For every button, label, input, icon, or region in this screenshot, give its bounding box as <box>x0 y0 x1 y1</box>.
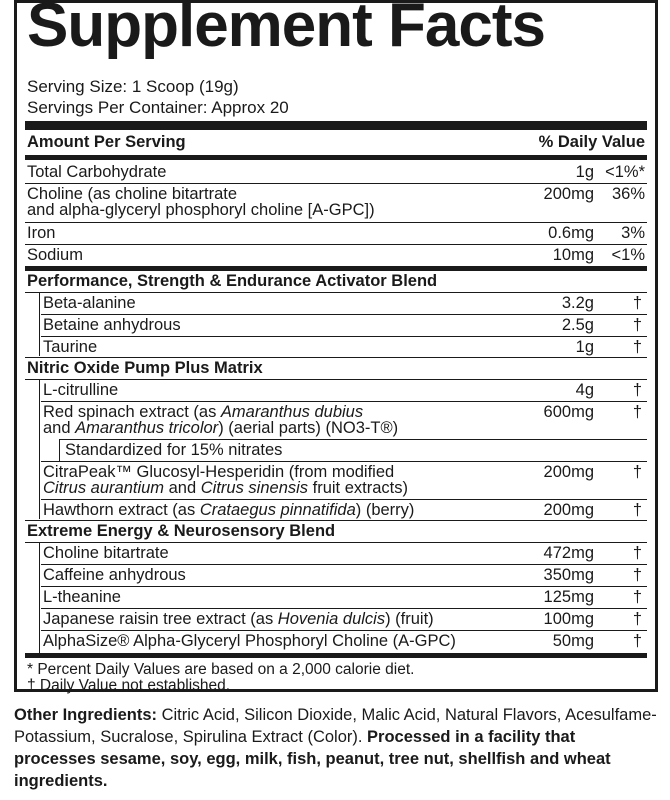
other-ingredients-text: Citric Acid, Silicon Dioxide, Malic Acid, Natural Flavors, Acesulfame-Potassium, Sucralose, Spirulina Extract (Color). <box>14 706 657 746</box>
row-divider <box>25 222 647 223</box>
nutrient-amount: 10mg <box>552 246 594 264</box>
row-divider <box>25 292 647 293</box>
ingredient-amount: 3.2g <box>561 294 594 312</box>
ingredient-amount: 200mg <box>543 463 594 481</box>
ingredient-amount: 350mg <box>543 566 594 584</box>
ingredient-amount: 600mg <box>543 403 594 421</box>
ingredient-dv: † <box>632 463 642 481</box>
row-divider <box>41 564 647 565</box>
amount-per-serving-header: Amount Per Serving <box>27 133 186 151</box>
ingredient-amount: 472mg <box>543 544 594 562</box>
row-divider <box>25 244 647 245</box>
row-divider <box>41 586 647 587</box>
row-divider <box>41 608 647 609</box>
row-divider <box>25 520 647 521</box>
nutrient-amount: 1g <box>575 163 594 181</box>
medium-rule <box>25 653 647 658</box>
ingredient-name: AlphaSize® Alpha-Glyceryl Phosphoryl Choline (A-GPC) <box>43 632 456 650</box>
row-divider <box>25 357 647 358</box>
nutrient-name: Total Carbohydrate <box>27 163 167 181</box>
footnote-dagger: † Daily Value not established. <box>27 677 231 694</box>
supplement-facts-panel <box>14 0 658 692</box>
ingredient-dv: † <box>632 588 642 606</box>
ingredient-name-red-spinach-cont: and Amaranthus tricolor) (aerial parts) (NO3-T®) <box>43 419 399 437</box>
panel-title: Supplement Facts <box>27 0 545 60</box>
ingredient-amount: 2.5g <box>561 316 594 334</box>
daily-value-header: % Daily Value <box>538 133 645 151</box>
nutrient-name-cont: and alpha-glyceryl phosphoryl choline [A-GPC]) <box>27 201 375 219</box>
medium-rule <box>25 266 647 271</box>
thick-rule <box>25 121 647 130</box>
row-divider <box>25 183 647 184</box>
row-divider <box>41 461 647 462</box>
servings-per-container: Servings Per Container: Approx 20 <box>27 98 289 117</box>
ingredient-name-raisin: Japanese raisin tree extract (as Hovenia dulcis) (fruit) <box>43 610 434 628</box>
row-divider <box>41 630 647 631</box>
indent-line <box>39 379 40 519</box>
ingredient-name: Beta-alanine <box>43 294 136 312</box>
row-divider <box>25 379 647 380</box>
nutrient-amount: 0.6mg <box>548 224 594 242</box>
row-divider <box>41 401 647 402</box>
indent-line <box>39 292 40 356</box>
ingredient-name: L-citrulline <box>43 381 119 399</box>
indent-line <box>39 542 40 653</box>
ingredient-dv: † <box>632 566 642 584</box>
ingredient-name: Taurine <box>43 338 98 356</box>
nutrient-name: Choline (as choline bitartrate <box>27 185 238 203</box>
ingredient-name-hawthorn: Hawthorn extract (as Crataegus pinnatifida) (berry) <box>43 501 415 519</box>
row-divider <box>41 336 647 337</box>
medium-rule <box>25 155 647 160</box>
ingredient-name: Choline bitartrate <box>43 544 169 562</box>
other-ingredients-label: Other Ingredients: <box>14 706 158 724</box>
ingredient-dv: † <box>632 632 642 650</box>
ingredient-amount: 125mg <box>543 588 594 606</box>
ingredient-name: L-theanine <box>43 588 121 606</box>
nutrient-dv: 36% <box>611 185 645 203</box>
nutrient-name: Sodium <box>27 246 83 264</box>
nutrient-dv: <1% <box>611 246 645 264</box>
ingredient-dv: † <box>632 403 642 421</box>
ingredient-dv: † <box>632 316 642 334</box>
ingredient-dv: † <box>632 544 642 562</box>
nutrient-dv: 3% <box>621 224 645 242</box>
ingredient-name: Caffeine anhydrous <box>43 566 186 584</box>
ingredient-amount: 50mg <box>552 632 594 650</box>
row-divider <box>41 499 647 500</box>
ingredient-amount: 100mg <box>543 610 594 628</box>
nutrient-dv: <1%* <box>605 163 645 181</box>
ingredient-name-citrapeak: CitraPeak™ Glucosyl-Hesperidin (from modified <box>43 463 395 481</box>
blend-title: Performance, Strength & Endurance Activator Blend <box>27 272 438 290</box>
blend-title: Nitric Oxide Pump Plus Matrix <box>27 359 263 377</box>
other-ingredients <box>14 704 660 792</box>
ingredient-amount: 1g <box>575 338 594 356</box>
ingredient-dv: † <box>632 338 642 356</box>
ingredient-dv: † <box>632 294 642 312</box>
allergen-warning: Processed in a facility that processes sesame, soy, egg, milk, fish, peanut, tree nut, shellfish and wheat ingredients. <box>14 728 611 790</box>
ingredient-name-red-spinach: Red spinach extract (as Amaranthus dubius <box>43 403 364 421</box>
indent-line <box>59 439 60 461</box>
serving-size: Serving Size: 1 Scoop (19g) <box>27 77 239 96</box>
blend-title: Extreme Energy & Neurosensory Blend <box>27 522 336 540</box>
ingredient-dv: † <box>632 610 642 628</box>
footnote-percent-dv: * Percent Daily Values are based on a 2,000 calorie diet. <box>27 661 415 678</box>
nutrient-amount: 200mg <box>543 185 594 203</box>
ingredient-amount: 4g <box>575 381 594 399</box>
row-divider <box>41 314 647 315</box>
row-divider <box>59 439 647 440</box>
nutrient-name: Iron <box>27 224 56 242</box>
ingredient-name-citrapeak-cont: Citrus aurantium and Citrus sinensis fruit extracts) <box>43 479 408 497</box>
ingredient-amount: 200mg <box>543 501 594 519</box>
ingredient-dv: † <box>632 501 642 519</box>
row-divider <box>25 542 647 543</box>
standardized-note: Standardized for 15% nitrates <box>65 441 283 459</box>
ingredient-name: Betaine anhydrous <box>43 316 181 334</box>
ingredient-dv: † <box>632 381 642 399</box>
